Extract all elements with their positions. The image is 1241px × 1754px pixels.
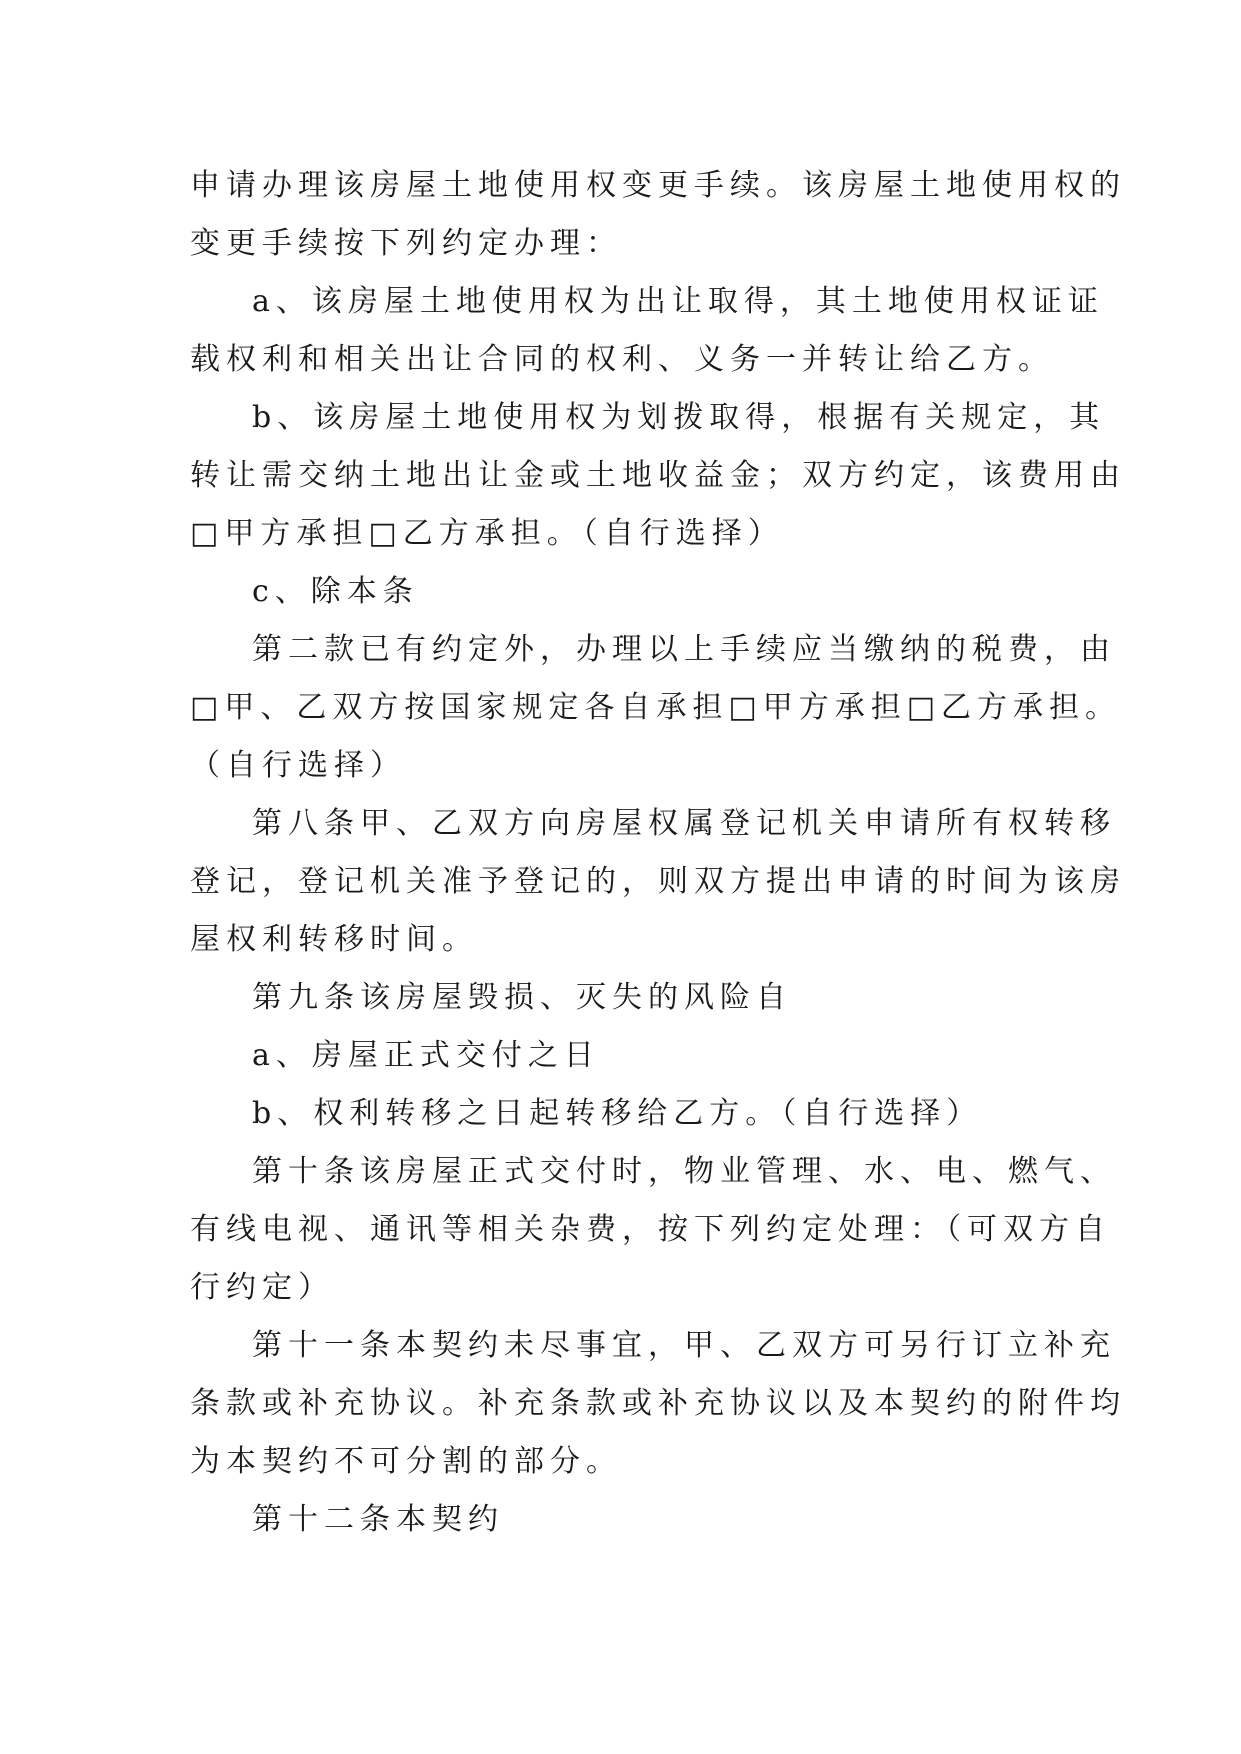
text-line: 转让需交纳土地出让金或土地收益金；双方约定，该费用由: [190, 458, 1126, 493]
text-line: □甲方承担□乙方承担。（自行选择）: [190, 516, 784, 551]
text-line: 变更手续按下列约定办理：: [190, 226, 622, 261]
text-line: 第十二条本契约: [252, 1502, 504, 1537]
text-line: 第十一条本契约未尽事宜，甲、乙双方可另行订立补充: [252, 1328, 1116, 1363]
text-line: 第二款已有约定外，办理以上手续应当缴纳的税费，由: [252, 632, 1116, 667]
text-line: 第十条该房屋正式交付时，物业管理、水、电、燃气、: [252, 1154, 1116, 1189]
text-line: b、权利转移之日起转移给乙方。（自行选择）: [252, 1096, 983, 1131]
text-line: a、房屋正式交付之日: [252, 1038, 600, 1073]
text-line: 载权利和相关出让合同的权利、义务一并转让给乙方。: [190, 342, 1054, 377]
text-line: 有线电视、通讯等相关杂费，按下列约定处理：（可双方自: [190, 1212, 1111, 1247]
text-line: 申请办理该房屋土地使用权变更手续。该房屋土地使用权的: [190, 168, 1126, 203]
text-line: 行约定）: [190, 1270, 334, 1305]
text-line: （自行选择）: [190, 748, 406, 783]
text-line: 为本契约不可分割的部分。: [190, 1444, 622, 1479]
text-line: 第八条甲、乙双方向房屋权属登记机关申请所有权转移: [252, 806, 1116, 841]
text-line: 登记，登记机关准予登记的，则双方提出申请的时间为该房: [190, 864, 1126, 899]
text-line: 屋权利转移时间。: [190, 922, 478, 957]
text-line: 条款或补充协议。补充条款或补充协议以及本契约的附件均: [190, 1386, 1126, 1421]
contract-body-text: [190, 157, 1126, 1549]
text-line: 第九条该房屋毁损、灭失的风险自: [252, 980, 792, 1015]
text-line: b、该房屋土地使用权为划拨取得，根据有关规定，其: [252, 400, 1106, 435]
text-line: a、该房屋土地使用权为出让取得，其土地使用权证证: [252, 284, 1104, 319]
text-line: □甲、乙双方按国家规定各自承担□甲方承担□乙方承担。: [190, 690, 1122, 725]
text-line: c、除本条: [252, 574, 419, 609]
